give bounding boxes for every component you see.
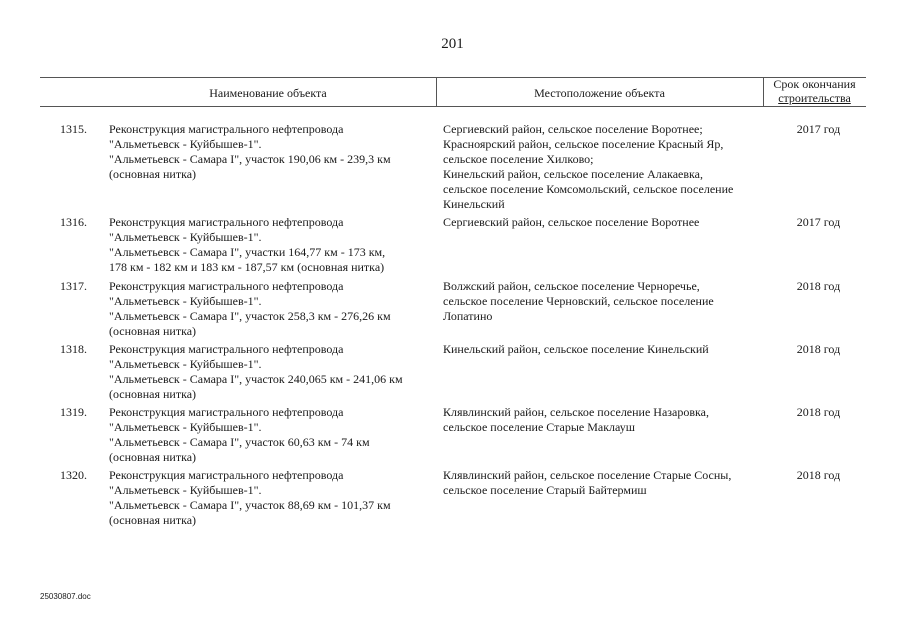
construction-term-cell: 2018 год: [796, 405, 841, 419]
row-number: 1319.: [60, 405, 87, 419]
object-name-line: "Альметьевск - Самара I", участок 88,69 км - 101,37 км: [109, 498, 391, 512]
object-name-line: (основная нитка): [109, 450, 197, 464]
object-location-line: Кинельский: [443, 197, 505, 211]
page-number: 201: [441, 36, 464, 52]
row-number: 1317.: [60, 279, 87, 293]
object-name-line: (основная нитка): [109, 513, 197, 527]
object-name-line: (основная нитка): [109, 387, 197, 401]
object-location-cell: [443, 405, 761, 435]
object-location-cell: [443, 468, 761, 498]
object-location-line: Клявлинский район, сельское поселение Назаровка,: [443, 405, 710, 419]
row-number: 1318.: [60, 342, 87, 356]
object-name-cell: [109, 468, 429, 528]
row-number: 1320.: [60, 468, 87, 482]
column-header-location: Местоположение объекта: [534, 86, 665, 100]
object-name-cell: [109, 342, 429, 402]
column-header-term-line2: строительства: [778, 91, 851, 105]
object-name-line: Реконструкция магистрального нефтепровода: [109, 342, 344, 356]
document-filename: 25030807.doc: [40, 592, 91, 601]
object-name-line: "Альметьевск - Самара I", участок 240,065 км - 241,06 км: [109, 372, 403, 386]
table-header-top-rule: [40, 77, 866, 78]
construction-term-cell: 2017 год: [796, 215, 841, 229]
object-location-line: сельское поселение Хилково;: [443, 152, 594, 166]
object-name-line: Реконструкция магистрального нефтепровода: [109, 279, 344, 293]
object-name-cell: [109, 215, 429, 275]
object-name-cell: [109, 279, 429, 339]
object-name-line: Реконструкция магистрального нефтепровода: [109, 215, 344, 229]
object-name-line: Реконструкция магистрального нефтепровода: [109, 122, 344, 136]
object-name-line: "Альметьевск - Куйбышев-1".: [109, 230, 262, 244]
column-header-name: Наименование объекта: [209, 86, 327, 100]
object-name-line: "Альметьевск - Самара I", участок 60,63 км - 74 км: [109, 435, 370, 449]
object-name-line: "Альметьевск - Самара I", участки 164,77 км - 173 км,: [109, 245, 386, 259]
construction-term-cell: 2018 год: [796, 279, 841, 293]
object-location-cell: [443, 215, 761, 230]
object-location-line: Кинельский район, сельское поселение Алакаевка,: [443, 167, 704, 181]
object-name-line: "Альметьевск - Куйбышев-1".: [109, 137, 262, 151]
object-name-line: Реконструкция магистрального нефтепровода: [109, 468, 344, 482]
object-name-line: "Альметьевск - Куйбышев-1".: [109, 357, 262, 371]
construction-term-cell: 2017 год: [796, 122, 841, 136]
construction-term-cell: 2018 год: [796, 342, 841, 356]
table-header-bottom-rule: [40, 106, 866, 107]
object-location-line: сельское поселение Старые Маклауш: [443, 420, 636, 434]
object-location-cell: [443, 342, 761, 357]
object-location-cell: [443, 122, 761, 212]
column-header-term-line1: Срок окончания: [773, 77, 856, 91]
object-location-cell: [443, 279, 761, 324]
object-location-line: сельское поселение Старый Байтермиш: [443, 483, 647, 497]
object-name-line: "Альметьевск - Куйбышев-1".: [109, 483, 262, 497]
object-name-line: 178 км - 182 км и 183 км - 187,57 км (основная нитка): [109, 260, 385, 274]
object-location-line: Кинельский район, сельское поселение Кинельский: [443, 342, 709, 356]
row-number: 1315.: [60, 122, 87, 136]
object-location-line: Клявлинский район, сельское поселение Старые Сосны,: [443, 468, 732, 482]
object-location-line: сельское поселение Черновский, сельское поселение: [443, 294, 714, 308]
object-location-line: Красноярский район, сельское поселение Красный Яр,: [443, 137, 724, 151]
object-name-line: "Альметьевск - Куйбышев-1".: [109, 420, 262, 434]
object-name-line: Реконструкция магистрального нефтепровода: [109, 405, 344, 419]
object-name-line: (основная нитка): [109, 324, 197, 338]
column-header-term: [763, 77, 866, 105]
object-name-line: (основная нитка): [109, 167, 197, 181]
object-location-line: Сергиевский район, сельское поселение Воротнее;: [443, 122, 703, 136]
object-location-line: сельское поселение Комсомольский, сельское поселение: [443, 182, 734, 196]
row-number: 1316.: [60, 215, 87, 229]
object-name-cell: [109, 405, 429, 465]
object-name-line: "Альметьевск - Самара I", участок 258,3 км - 276,26 км: [109, 309, 391, 323]
object-name-line: "Альметьевск - Самара I", участок 190,06 км - 239,3 км: [109, 152, 391, 166]
construction-term-cell: 2018 год: [796, 468, 841, 482]
object-location-line: Лопатино: [443, 309, 493, 323]
object-location-line: Сергиевский район, сельское поселение Воротнее: [443, 215, 700, 229]
object-name-cell: [109, 122, 429, 182]
object-location-line: Волжский район, сельское поселение Черноречье,: [443, 279, 700, 293]
object-name-line: "Альметьевск - Куйбышев-1".: [109, 294, 262, 308]
